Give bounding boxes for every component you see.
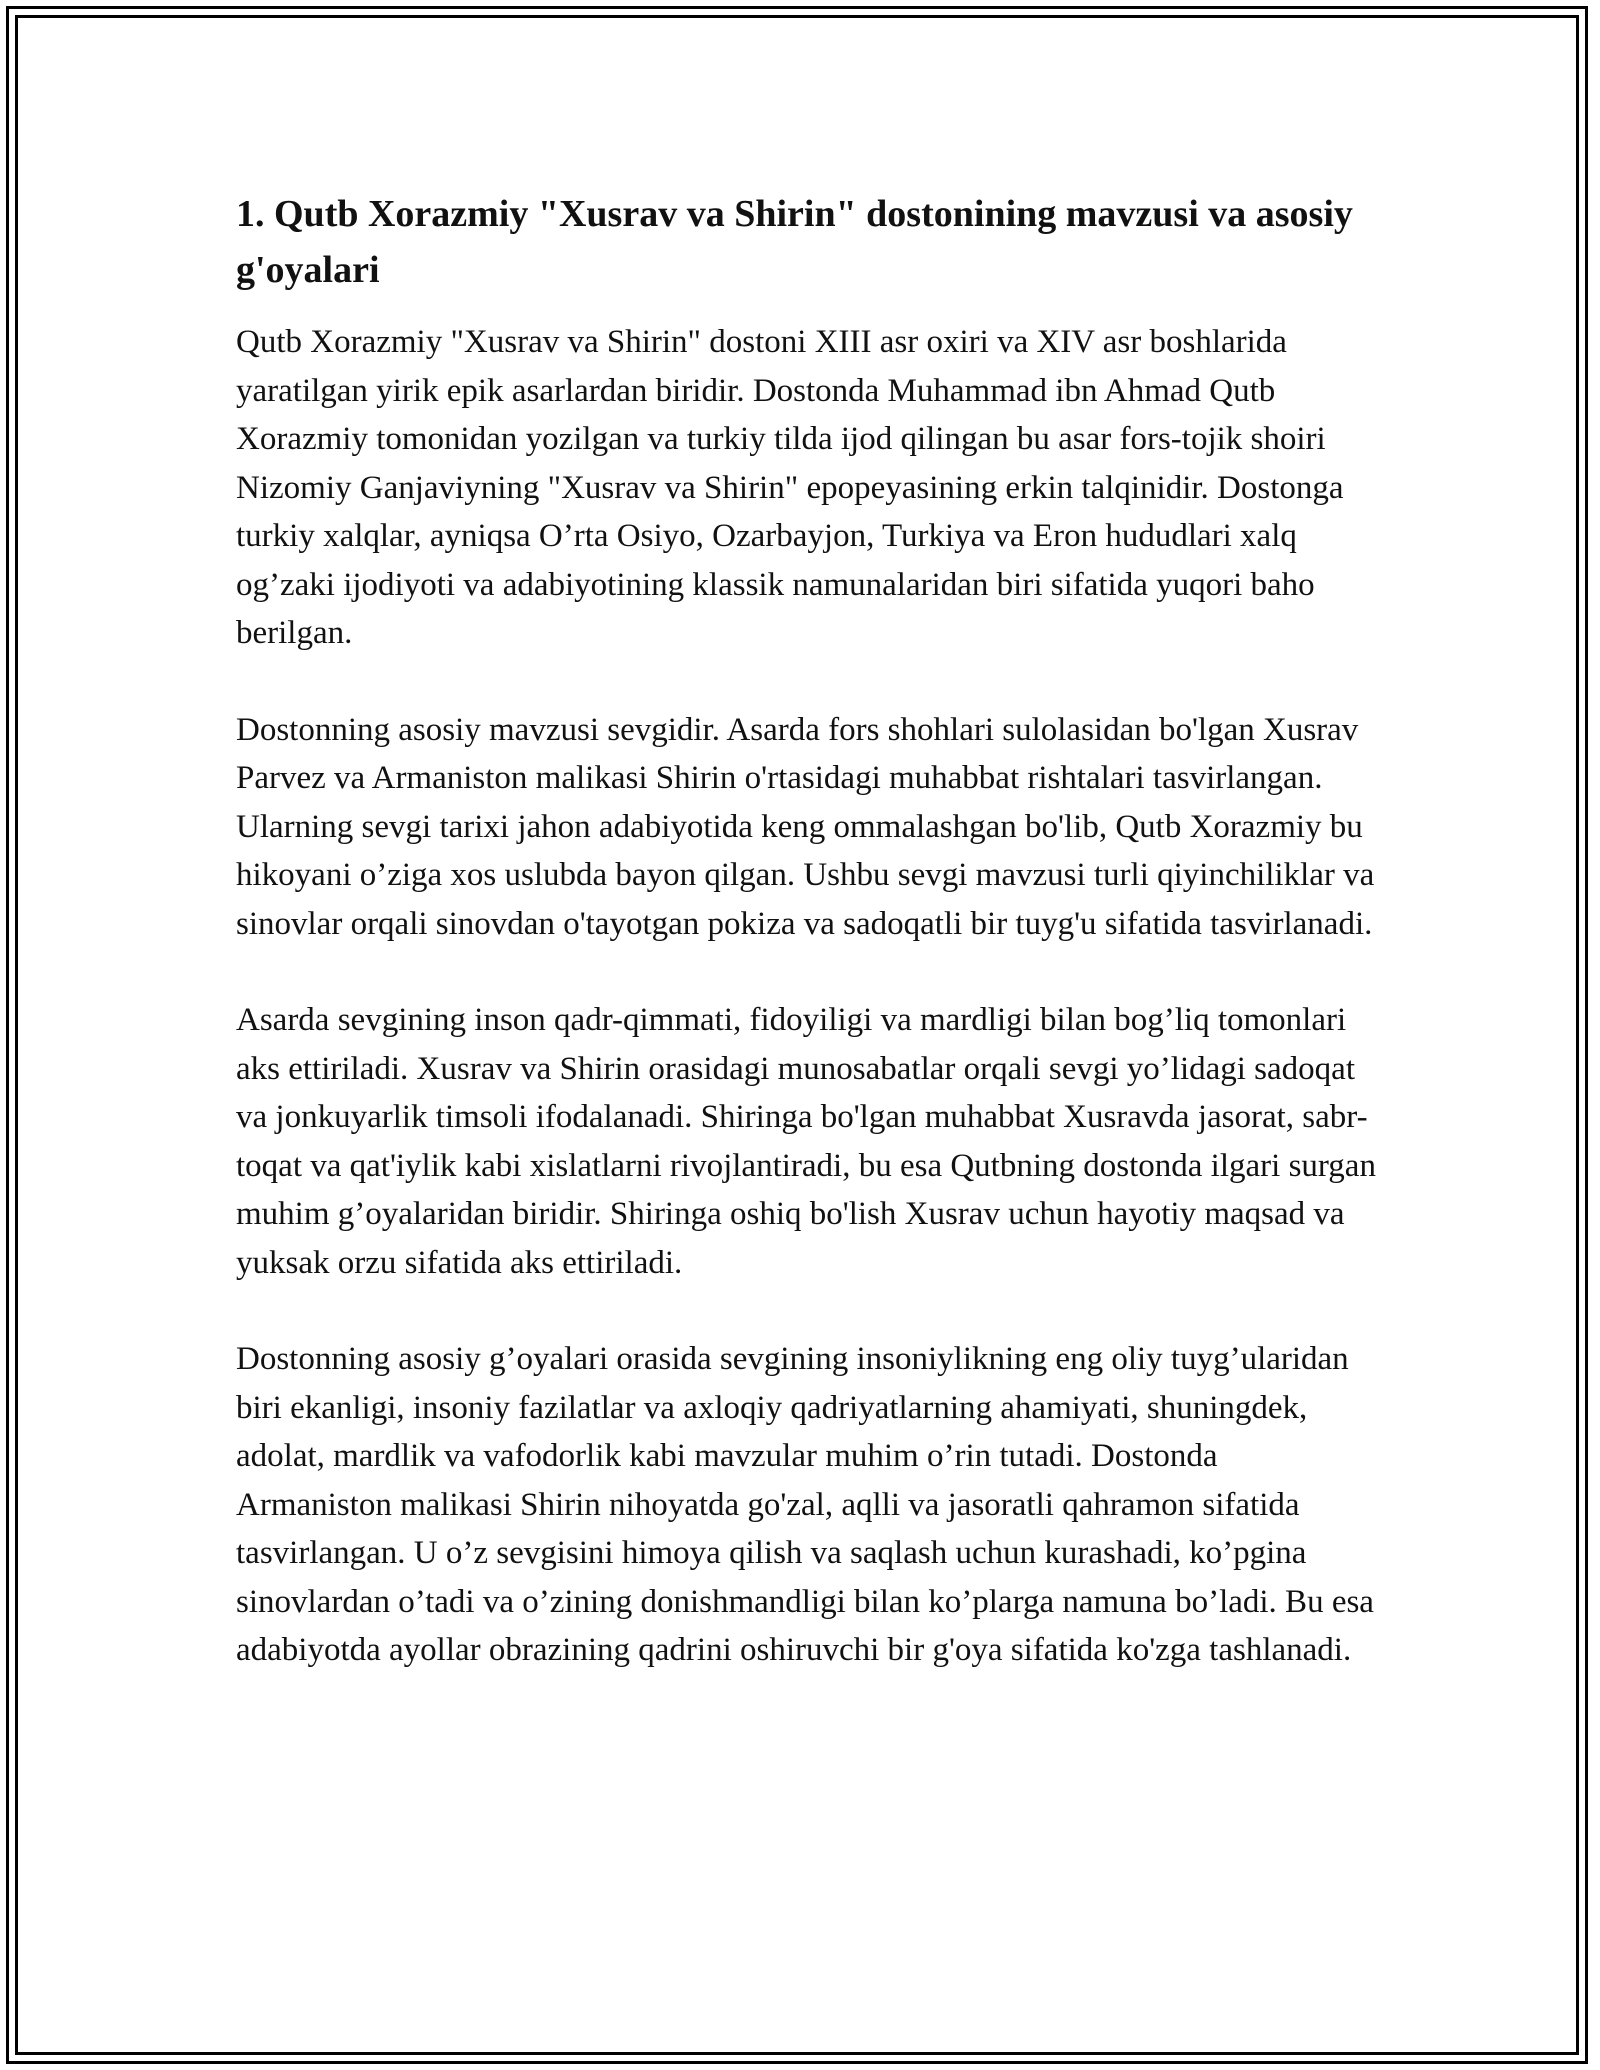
paragraph-main-ideas: Dostonning asosiy g’oyalari orasida sevgining insoniylikning eng oliy tuyg’ularidan biri ekanligi, insoniy fazilatlar va axloqiy qadriyatlarning ahamiyati, shuningdek, adolat, mardlik va vafodorlik kabi mavzular muhim o’rin tutadi. Dostonda Armaniston malikasi Shirin nihoyatda go'zal, aqlli va jasoratli qahramon sifatida tasvirlangan. U o’z sevgisini himoya qilish va saqlash uchun kurashadi, ko’pgina sinovlardan o’tadi va o’zining donishmandligi bilan ko’plarga namuna bo’ladi. Bu esa adabiyotda ayollar obrazining qadrini oshiruvchi bir g'oya sifatida ko'zga tashlanadi. (236, 1341, 1374, 1668)
paragraph-love-values: Asarda sevgining inson qadr-qimmati, fidoyiligi va mardligi bilan bog’liq tomonlari aks ettiriladi. Xusrav va Shirin orasidagi munosabatlar orqali sevgi yo’lidagi sadoqat va jonkuyarlik timsoli ifodalanadi. Shiringa bo'lgan muhabbat Xusravda jasorat, sabr-toqat va qat'iylik kabi xislatlarni rivojlantiradi, bu esa Qutbning dostonda ilgari surgan muhim g’oyalaridan biridir. Shiringa oshiq bo'lish Xusrav uchun hayotiy maqsad va yuksak orzu sifatida aks ettiriladi. (236, 1002, 1376, 1281)
section-heading: 1. Qutb Xorazmiy "Xusrav va Shirin" dostonining mavzusi va asosiy g'oyalari (236, 193, 1353, 291)
paragraph-introduction: Qutb Xorazmiy "Xusrav va Shirin" dostoni XIII asr oxiri va XIV asr boshlarida yaratilgan yirik epik asarlardan biridir. Dostonda Muhammad ibn Ahmad Qutb Xorazmiy tomonidan yozilgan va turkiy tilda ijod qilingan bu asar fors-tojik shoiri Nizomiy Ganjaviyning "Xusrav va Shirin" epopeyasining erkin talqinidir. Dostonga turkiy xalqlar, ayniqsa O’rta Osiyo, Ozarbayjon, Turkiya va Eron hududlari xalq og’zaki ijodiyoti va adabiyotining klassik namunalaridan biri sifatida yuqori baho berilgan. (236, 324, 1344, 651)
paragraph-main-theme: Dostonning asosiy mavzusi sevgidir. Asarda fors shohlari sulolasidan bo'lgan Xusrav Parvez va Armaniston malikasi Shirin o'rtasidagi muhabbat rishtalari tasvirlangan. Ularning sevgi tarixi jahon adabiyotida keng ommalashgan bo'lib, Qutb Xorazmiy bu hikoyani o’ziga xos uslubda bayon qilgan. Ushbu sevgi mavzusi turli qiyinchiliklar va sinovlar orqali sinovdan o'tayotgan pokiza va sadoqatli bir tuyg'u sifatida tasvirlanadi. (236, 711, 1375, 942)
document-content (236, 186, 1376, 1723)
